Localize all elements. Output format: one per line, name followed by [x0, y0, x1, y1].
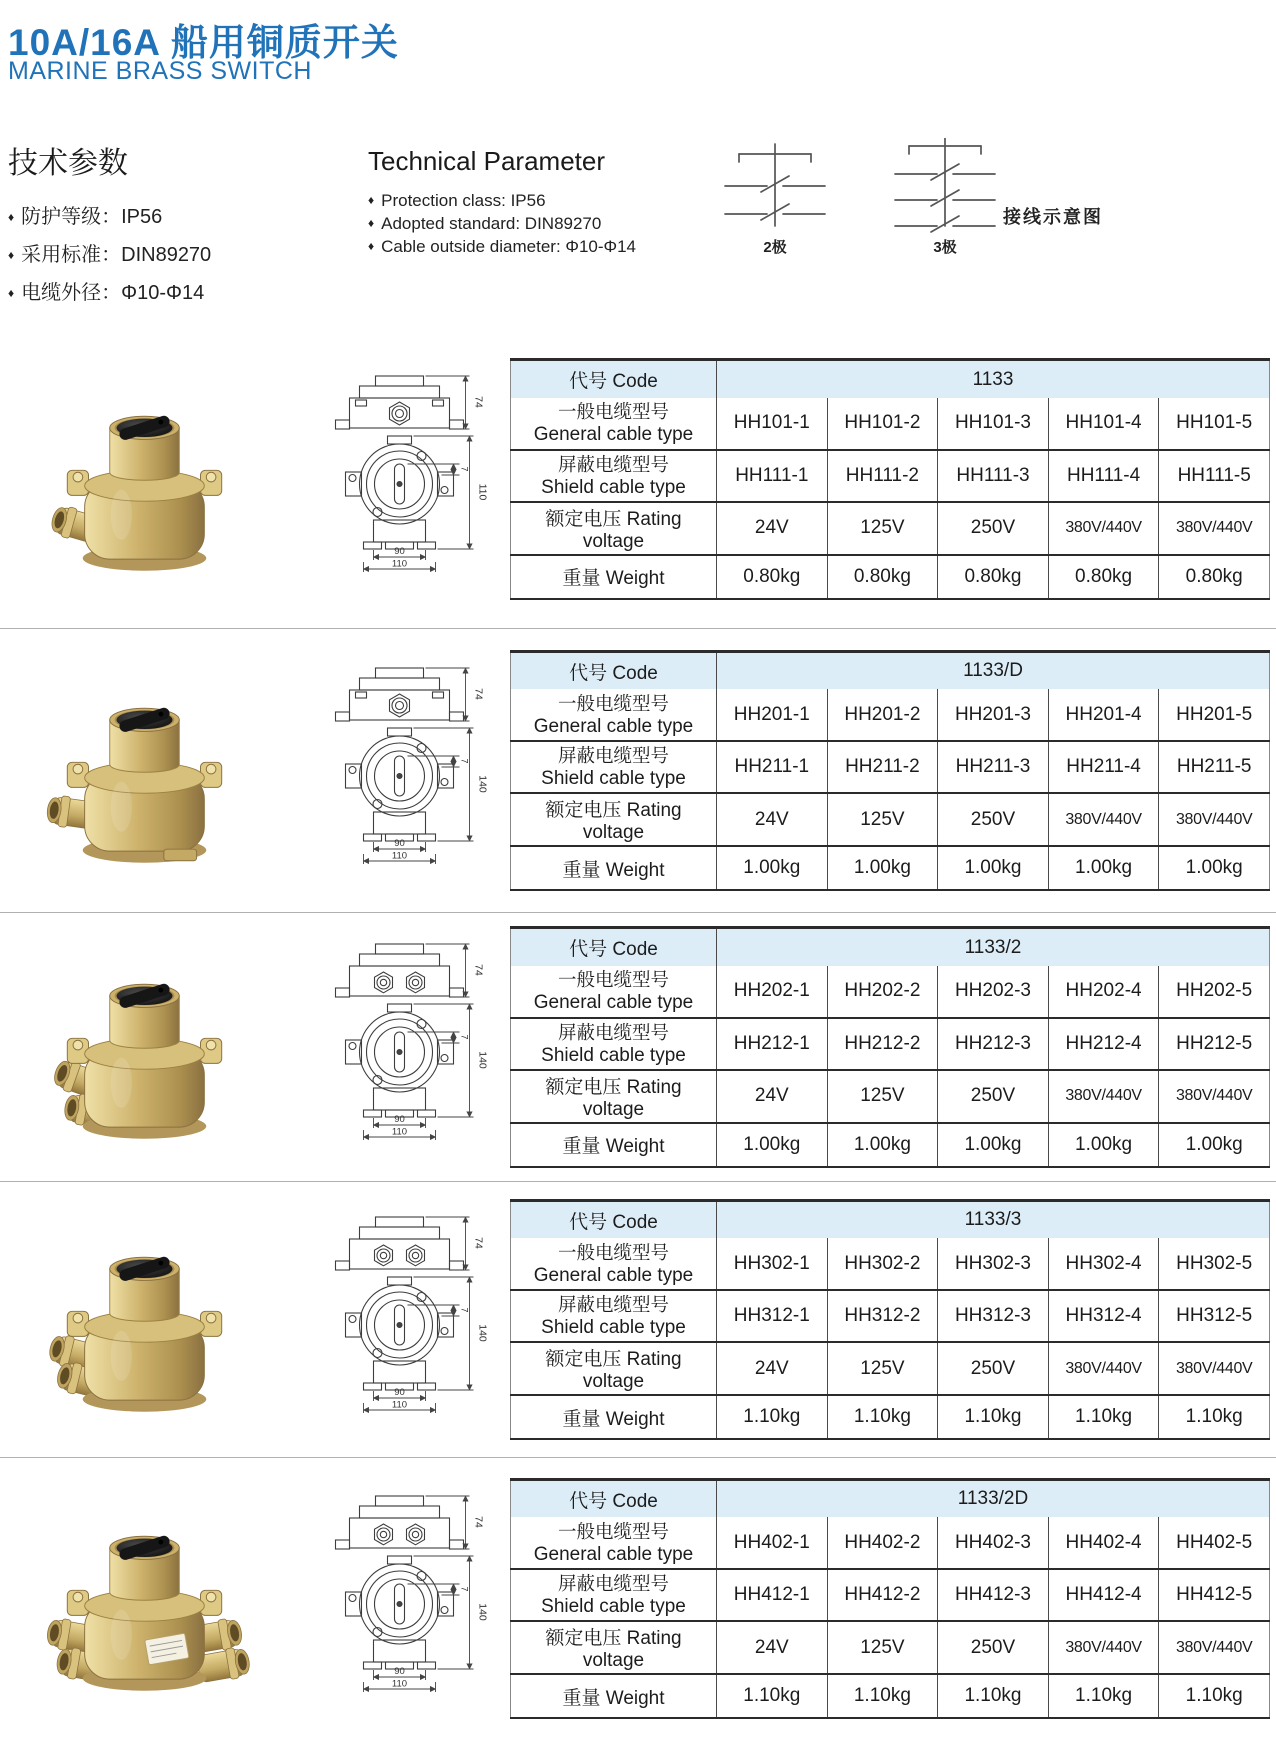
- table-row: [511, 928, 1270, 966]
- row-label: 重量 Weight: [511, 1395, 717, 1439]
- table-cell: 24V: [717, 1070, 828, 1123]
- table-cell: HH302-1: [717, 1238, 828, 1290]
- tech-params-zh-heading: 技术参数: [8, 147, 128, 180]
- diamond-bullet-icon: ♦: [8, 286, 15, 300]
- row-label: [511, 1290, 717, 1342]
- table-cell: 0.80kg: [938, 555, 1049, 599]
- dim-top-height: 74: [472, 396, 484, 408]
- table-row: [511, 1070, 1270, 1123]
- row-label-en: Shield cable type: [541, 1596, 686, 1618]
- table-cell: HH212-1: [717, 1018, 828, 1070]
- table-cell: HH101-3: [938, 398, 1049, 450]
- table-cell: HH202-2: [827, 966, 938, 1018]
- table-cell: HH402-4: [1048, 1517, 1159, 1569]
- row-label: 额定电压 Rating voltage: [511, 1342, 717, 1395]
- row-label-en: General cable type: [533, 1264, 694, 1286]
- row-label: 额定电压 Rating voltage: [511, 1621, 717, 1674]
- dim-width-inner: 90: [393, 837, 405, 849]
- table-cell: 1.00kg: [717, 1123, 828, 1167]
- table-cell: 1.00kg: [827, 1123, 938, 1167]
- diamond-bullet-icon: ♦: [8, 248, 15, 262]
- product-photo-1133-2: [17, 936, 272, 1158]
- table-cell: 1.10kg: [938, 1395, 1049, 1439]
- table-cell: 1.00kg: [1159, 1123, 1270, 1167]
- table-cell: 125V: [827, 1070, 938, 1123]
- diamond-bullet-icon: ♦: [368, 239, 375, 253]
- tech-drawing-1133-3: [297, 1213, 502, 1427]
- product-photo-area: [0, 368, 288, 590]
- table-cell: HH111-1: [717, 450, 828, 502]
- list-item: [8, 274, 211, 312]
- table-cell: HH202-4: [1048, 966, 1159, 1018]
- table-cell: HH412-2: [827, 1569, 938, 1621]
- table-row: [511, 502, 1270, 555]
- table-cell: 1.00kg: [717, 846, 828, 890]
- table-cell: 24V: [717, 793, 828, 846]
- table-cell: 1.10kg: [938, 1674, 1049, 1718]
- tech-params-en-heading: Technical Parameter: [368, 146, 605, 176]
- row-label: [511, 1018, 717, 1070]
- table-cell: 0.80kg: [1159, 555, 1270, 599]
- table-cell: 1.00kg: [938, 1123, 1049, 1167]
- table-cell: HH211-1: [717, 741, 828, 793]
- table-cell: HH201-5: [1159, 689, 1270, 741]
- table-cell: HH302-5: [1159, 1238, 1270, 1290]
- product-photo-1133D: [17, 660, 272, 882]
- spec-table-1133-2D: [510, 1478, 1270, 1720]
- table-cell: HH312-1: [717, 1290, 828, 1342]
- diamond-bullet-icon: ♦: [8, 210, 15, 224]
- page-title: 10A/16A 船用铜质开关: [8, 22, 399, 63]
- wiring-label-2pole: 2极: [763, 239, 787, 256]
- tech-param-text: 采用标准：DIN89270: [21, 244, 212, 266]
- table-cell: HH202-5: [1159, 966, 1270, 1018]
- list-item: [368, 212, 636, 235]
- product-code: 1133/D: [717, 651, 1270, 689]
- dim-knob: 7: [459, 1034, 469, 1040]
- table-row: [511, 689, 1270, 741]
- dim-top-height: 74: [472, 964, 484, 976]
- row-label: [511, 1238, 717, 1290]
- row-label: 代号 Code: [569, 371, 658, 392]
- table-cell: 380V/440V: [1048, 1070, 1159, 1123]
- table-cell: 380V/440V: [1048, 502, 1159, 555]
- row-label-en: General cable type: [533, 992, 694, 1014]
- table-row: [511, 1290, 1270, 1342]
- table-cell: 250V: [938, 1070, 1049, 1123]
- row-label: [511, 398, 717, 450]
- dim-body-height: 140: [476, 1051, 488, 1069]
- row-label-en: General cable type: [533, 1543, 694, 1565]
- spec-table-area: [510, 1478, 1276, 1720]
- dim-body-height: 140: [476, 774, 488, 793]
- row-label-zh: 屏蔽电缆型号: [557, 1294, 669, 1316]
- table-cell: HH312-2: [827, 1290, 938, 1342]
- product-photo-area: [0, 1209, 288, 1431]
- row-label: 重量 Weight: [511, 1674, 717, 1718]
- diamond-bullet-icon: ♦: [368, 216, 375, 230]
- list-item: [8, 236, 211, 274]
- tech-drawing-area: [288, 664, 510, 878]
- table-row: [511, 450, 1270, 502]
- spec-table-1133-3: [510, 1199, 1270, 1441]
- row-label: [511, 1517, 717, 1569]
- page-header: [0, 0, 1276, 330]
- row-label: 代号 Code: [569, 1490, 658, 1512]
- table-cell: HH211-5: [1159, 741, 1270, 793]
- tech-param-text: 电缆外径：Φ10-Φ14: [21, 282, 205, 304]
- table-row: [511, 1479, 1270, 1517]
- wiring-diagram-2pole: [725, 144, 825, 226]
- wiring-diagram: [695, 138, 1025, 260]
- row-label: [511, 450, 717, 502]
- diamond-bullet-icon: ♦: [368, 193, 375, 207]
- table-row: [511, 360, 1270, 398]
- table-cell: 380V/440V: [1159, 1342, 1270, 1395]
- product-code: 1133/2D: [717, 1479, 1270, 1517]
- row-label-zh: 一般电缆型号: [557, 1241, 669, 1263]
- table-cell: HH302-4: [1048, 1238, 1159, 1290]
- table-cell: 1.10kg: [1159, 1395, 1270, 1439]
- row-label: 重量 Weight: [511, 1123, 717, 1167]
- table-cell: 1.10kg: [1159, 1674, 1270, 1718]
- list-item: [368, 189, 636, 212]
- table-cell: HH302-3: [938, 1238, 1049, 1290]
- row-label-zh: 屏蔽电缆型号: [557, 745, 669, 767]
- tech-drawing-area: [288, 372, 510, 586]
- row-label-en: Shield cable type: [541, 476, 686, 498]
- table-cell: HH101-1: [717, 398, 828, 450]
- product-code: 1133/3: [717, 1200, 1270, 1238]
- table-cell: 1.00kg: [1159, 846, 1270, 890]
- row-label-en: Shield cable type: [541, 1317, 686, 1339]
- dim-knob: 7: [459, 757, 469, 764]
- product-photo-area: [0, 660, 288, 882]
- product-photo-1133-3: [17, 1209, 272, 1431]
- tech-param-text: Cable outside diameter: Φ10-Φ14: [381, 237, 637, 256]
- tech-drawing-1133D: [297, 664, 502, 878]
- table-cell: HH402-3: [938, 1517, 1049, 1569]
- table-cell: HH312-4: [1048, 1290, 1159, 1342]
- spec-table-area: [510, 358, 1276, 600]
- table-cell: 1.10kg: [827, 1395, 938, 1439]
- table-cell: 1.10kg: [1048, 1395, 1159, 1439]
- table-row: [511, 1569, 1270, 1621]
- table-cell: 1.00kg: [938, 846, 1049, 890]
- table-cell: 0.80kg: [717, 555, 828, 599]
- table-cell: HH212-2: [827, 1018, 938, 1070]
- table-cell: HH312-5: [1159, 1290, 1270, 1342]
- table-cell: 125V: [827, 793, 938, 846]
- table-cell: HH101-2: [827, 398, 938, 450]
- spec-table-area: [510, 650, 1276, 892]
- tech-param-text: 防护等级：IP56: [21, 206, 163, 228]
- table-row: [511, 1018, 1270, 1070]
- table-cell: 250V: [938, 1342, 1049, 1395]
- dim-body-height: 110: [476, 483, 488, 501]
- product-code: 1133: [717, 360, 1270, 398]
- row-label: 额定电压 Rating voltage: [511, 1070, 717, 1123]
- table-cell: HH412-3: [938, 1569, 1049, 1621]
- list-item: [8, 198, 211, 236]
- table-cell: 24V: [717, 1342, 828, 1395]
- wiring-diagram-3pole: [895, 138, 995, 232]
- dim-width-inner: 90: [393, 1386, 405, 1398]
- table-cell: 250V: [938, 793, 1049, 846]
- dim-top-height: 74: [472, 1236, 484, 1249]
- tech-drawing-1133-2: [297, 940, 502, 1154]
- table-cell: 125V: [827, 1342, 938, 1395]
- product-section-1133D: [0, 629, 1276, 912]
- row-label-en: Shield cable type: [541, 768, 686, 790]
- table-row: [511, 1621, 1270, 1674]
- dim-knob: 7: [459, 466, 469, 472]
- row-label: 代号 Code: [569, 1211, 658, 1233]
- table-cell: HH212-3: [938, 1018, 1049, 1070]
- table-cell: 250V: [938, 502, 1049, 555]
- table-row: [511, 1395, 1270, 1439]
- dim-top-height: 74: [472, 1515, 484, 1528]
- row-label: 代号 Code: [569, 662, 658, 684]
- dim-width-outer: 110: [391, 850, 407, 861]
- page-subtitle: MARINE BRASS SWITCH: [8, 57, 312, 85]
- dim-width-inner: 90: [393, 546, 405, 557]
- dim-width-inner: 90: [393, 1665, 405, 1677]
- table-row: [511, 1123, 1270, 1167]
- table-cell: HH402-1: [717, 1517, 828, 1569]
- row-label-zh: 一般电缆型号: [557, 969, 669, 991]
- table-cell: HH201-1: [717, 689, 828, 741]
- dim-body-height: 140: [476, 1602, 488, 1621]
- product-section-1133: [0, 330, 1276, 628]
- table-cell: 1.00kg: [1048, 846, 1159, 890]
- row-label-zh: 屏蔽电缆型号: [557, 453, 669, 475]
- table-row: [511, 1200, 1270, 1238]
- tech-drawing-area: [288, 1492, 510, 1706]
- tech-params-zh: [8, 138, 211, 312]
- table-cell: HH211-4: [1048, 741, 1159, 793]
- table-cell: HH402-5: [1159, 1517, 1270, 1569]
- list-item: [368, 235, 636, 258]
- table-cell: 1.10kg: [1048, 1674, 1159, 1718]
- table-cell: HH402-2: [827, 1517, 938, 1569]
- row-label: 额定电压 Rating voltage: [511, 502, 717, 555]
- table-row: [511, 651, 1270, 689]
- wiring-label-3pole: 3极: [933, 239, 957, 256]
- product-photo-1133: [17, 368, 272, 590]
- table-cell: 380V/440V: [1048, 1621, 1159, 1674]
- table-cell: 24V: [717, 502, 828, 555]
- table-cell: HH412-1: [717, 1569, 828, 1621]
- table-cell: HH201-4: [1048, 689, 1159, 741]
- table-cell: 1.10kg: [717, 1395, 828, 1439]
- table-cell: 24V: [717, 1621, 828, 1674]
- row-label: 额定电压 Rating voltage: [511, 793, 717, 846]
- row-label-en: Shield cable type: [541, 1044, 686, 1066]
- table-cell: HH111-3: [938, 450, 1049, 502]
- table-row: [511, 398, 1270, 450]
- table-row: [511, 793, 1270, 846]
- row-label: 重量 Weight: [511, 846, 717, 890]
- row-label: [511, 741, 717, 793]
- table-cell: HH101-4: [1048, 398, 1159, 450]
- tech-drawing-area: [288, 940, 510, 1154]
- dim-width-outer: 110: [391, 558, 407, 570]
- table-cell: 0.80kg: [1048, 555, 1159, 599]
- row-label: [511, 689, 717, 741]
- table-cell: HH101-5: [1159, 398, 1270, 450]
- table-cell: HH111-4: [1048, 450, 1159, 502]
- spec-table-area: [510, 1199, 1276, 1441]
- table-cell: HH412-5: [1159, 1569, 1270, 1621]
- row-label: 重量 Weight: [511, 555, 717, 599]
- table-cell: 125V: [827, 1621, 938, 1674]
- table-cell: 1.10kg: [827, 1674, 938, 1718]
- table-row: [511, 846, 1270, 890]
- tech-drawing-1133-2D: [297, 1492, 502, 1706]
- table-cell: 1.10kg: [717, 1674, 828, 1718]
- wiring-caption: 接线示意图: [1003, 207, 1103, 227]
- row-label-en: General cable type: [533, 424, 694, 446]
- table-cell: HH312-3: [938, 1290, 1049, 1342]
- table-row: [511, 741, 1270, 793]
- dim-body-height: 140: [476, 1323, 488, 1342]
- dim-width-inner: 90: [393, 1114, 405, 1125]
- table-cell: HH211-3: [938, 741, 1049, 793]
- row-label: [511, 1569, 717, 1621]
- row-label-zh: 一般电缆型号: [557, 692, 669, 714]
- table-cell: HH201-2: [827, 689, 938, 741]
- row-label-en: General cable type: [533, 715, 694, 737]
- table-cell: 0.80kg: [827, 555, 938, 599]
- table-cell: HH201-3: [938, 689, 1049, 741]
- table-cell: HH412-4: [1048, 1569, 1159, 1621]
- table-cell: 380V/440V: [1159, 1070, 1270, 1123]
- table-row: [511, 1674, 1270, 1718]
- tech-param-text: Protection class: IP56: [381, 191, 546, 210]
- product-photo-area: [0, 936, 288, 1158]
- table-cell: HH202-1: [717, 966, 828, 1018]
- dim-width-outer: 110: [391, 1399, 407, 1410]
- table-cell: 380V/440V: [1159, 793, 1270, 846]
- dim-top-height: 74: [472, 687, 484, 700]
- product-section-1133-2: [0, 913, 1276, 1181]
- spec-table-1133: [510, 358, 1270, 600]
- dim-knob: 7: [459, 1306, 469, 1313]
- table-cell: HH111-5: [1159, 450, 1270, 502]
- tech-drawing-1133: [297, 372, 502, 586]
- table-cell: 380V/440V: [1048, 793, 1159, 846]
- table-cell: 125V: [827, 502, 938, 555]
- row-label-zh: 一般电缆型号: [557, 401, 669, 423]
- table-cell: HH212-4: [1048, 1018, 1159, 1070]
- tech-drawing-area: [288, 1213, 510, 1427]
- product-photo-area: [0, 1488, 288, 1710]
- table-cell: 380V/440V: [1048, 1342, 1159, 1395]
- table-cell: HH211-2: [827, 741, 938, 793]
- table-cell: HH202-3: [938, 966, 1049, 1018]
- product-code: 1133/2: [717, 928, 1270, 966]
- product-section-1133-3: [0, 1182, 1276, 1457]
- table-row: [511, 1238, 1270, 1290]
- table-cell: 380V/440V: [1159, 502, 1270, 555]
- dim-width-outer: 110: [391, 1678, 407, 1689]
- dim-knob: 7: [459, 1585, 469, 1592]
- spec-table-1133-2: [510, 926, 1270, 1168]
- row-label-zh: 一般电缆型号: [557, 1520, 669, 1542]
- product-photo-1133-2D: [17, 1488, 272, 1710]
- table-row: [511, 966, 1270, 1018]
- spec-table-area: [510, 926, 1276, 1168]
- tech-param-text: Adopted standard: DIN89270: [381, 214, 602, 233]
- table-cell: HH212-5: [1159, 1018, 1270, 1070]
- table-row: [511, 555, 1270, 599]
- table-cell: 250V: [938, 1621, 1049, 1674]
- row-label: [511, 966, 717, 1018]
- table-cell: 1.00kg: [827, 846, 938, 890]
- tech-params-en: [368, 146, 636, 258]
- row-label-zh: 屏蔽电缆型号: [557, 1021, 669, 1043]
- row-label-zh: 屏蔽电缆型号: [557, 1573, 669, 1595]
- table-row: [511, 1517, 1270, 1569]
- table-cell: HH302-2: [827, 1238, 938, 1290]
- table-row: [511, 1342, 1270, 1395]
- table-cell: 380V/440V: [1159, 1621, 1270, 1674]
- product-section-1133-2D: [0, 1458, 1276, 1739]
- table-cell: HH111-2: [827, 450, 938, 502]
- dim-width-outer: 110: [391, 1126, 407, 1138]
- table-cell: 1.00kg: [1048, 1123, 1159, 1167]
- spec-table-1133D: [510, 650, 1270, 892]
- row-label: 代号 Code: [569, 939, 658, 960]
